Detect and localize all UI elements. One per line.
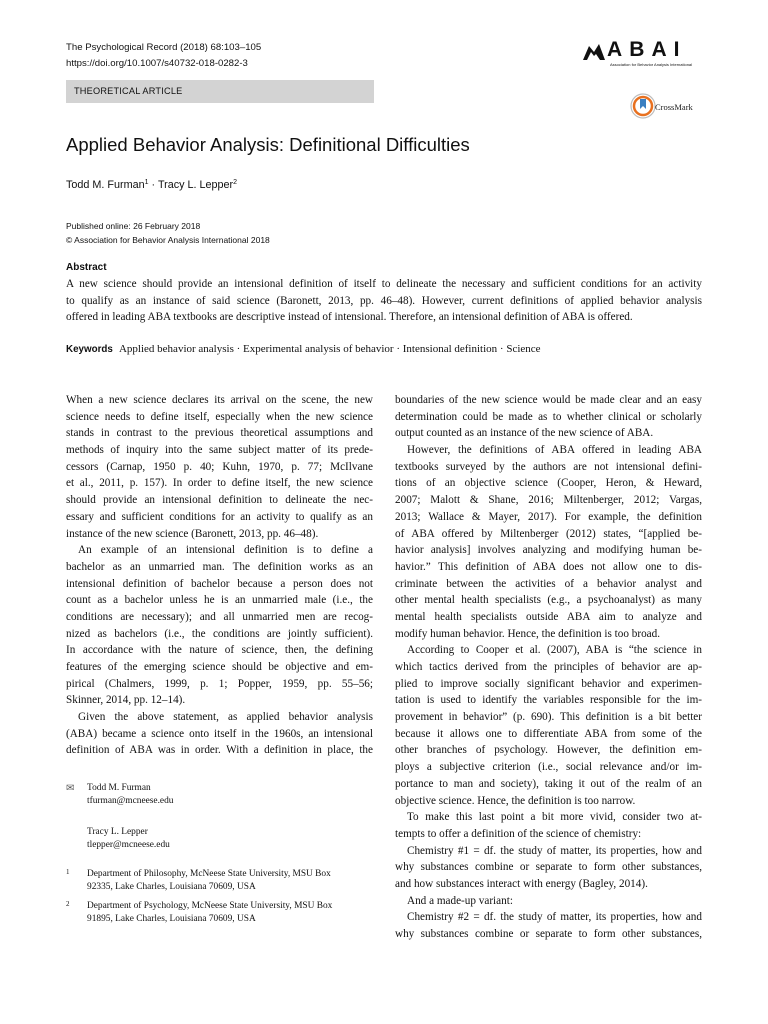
body-line: instance of the new science (Baronett, 2013, pp. 46–48).: [66, 527, 319, 540]
crossmark-icon: [630, 93, 656, 119]
author-name[interactable]: Todd M. Furman: [66, 179, 145, 191]
body-line: tempts to offer a definition of the science of chemistry:: [395, 827, 642, 840]
body-line: output counted as an instance of the new science of ABA.: [395, 427, 654, 440]
body-line: An example of an intensional definition is to define a: [78, 544, 373, 557]
body-line: modify human behavior. Hence, the definition is too broad.: [395, 627, 661, 640]
body-line: science needs to define itself, especially when the new science: [66, 410, 373, 423]
body-line: cessors (Carnap, 1950 p. 40; Kuhn, 1970, p. 77; McIlvane: [66, 460, 373, 473]
publication-info: [66, 220, 270, 247]
body-line: nized as bachelors (i.e., the conditions are jointly sufficient).: [66, 627, 373, 640]
body-line: features of the emerging science should be objective and em-: [66, 661, 373, 673]
body-column-right: [395, 392, 702, 943]
abstract-heading: Abstract: [66, 262, 107, 273]
abai-logo-subtext: Association for Behavior Analysis International: [610, 62, 693, 67]
body-line: essary and sufficient conditions for an activity to qualify as an: [66, 510, 373, 523]
abai-logo-text: A B A I: [607, 38, 681, 61]
journal-info: [66, 40, 261, 71]
body-line: other mental health specialists (e.g., a psychoanalyst) as many: [395, 594, 702, 607]
body-line: provement in behavior” (p. 690). This definition is a bit better: [395, 711, 702, 724]
body-line: definition of ABA was in order. With a definition in place, the: [66, 744, 373, 757]
body-line: 2013; Wallace & Mayer, 2017). For example, the definition: [395, 510, 702, 523]
body-line: objective science. Hence, the definition is too narrow.: [395, 794, 636, 807]
body-line: tation is used to identify the variables responsible for the im-: [395, 694, 702, 707]
abai-mark-icon: [583, 42, 605, 60]
body-line: ploys a subjective criterion (i.e., social relevance and/or im-: [395, 761, 702, 774]
abstract-line: A new science should provide an intensional definition of itself to delineate the necessary and sufficient conditions for an activity: [66, 278, 702, 290]
article-type-banner: THEORETICAL ARTICLE: [66, 80, 374, 103]
body-line: count as a bachelor unless he is an unmarried male (i.e., the: [66, 594, 373, 607]
published-date: Published online: 26 February 2018: [66, 221, 201, 231]
body-line: bachelor as an unmarried man. The definition works as an: [66, 560, 373, 573]
body-line: Chemistry #2 = df. the study of matter, its properties, how and: [407, 911, 702, 924]
body-line: And a made-up variant:: [407, 894, 513, 907]
crossmark-label: CrossMark: [655, 102, 693, 112]
body-line: (ABA) became a science onto itself in the 1960s, an intensional: [66, 727, 373, 740]
body-line: methods of inquiry into the same subject matter of its prede-: [66, 444, 373, 457]
body-line: According to Cooper et al. (2007), ABA is “the science in: [407, 644, 702, 657]
body-line: of ABA offered by Miltenberger (2012) states, “[applied be-: [395, 527, 702, 540]
body-line: Given the above statement, as applied behavior analysis: [78, 711, 373, 724]
body-line: 2007; Malott & Shane, 2016; Miltenberger, 2012; Vargas,: [395, 494, 702, 507]
corresponding-contact: [87, 826, 170, 853]
envelope-icon: ✉: [66, 783, 75, 794]
keywords: [66, 343, 541, 355]
author-affiliation-marker: 1: [144, 179, 149, 186]
body-line: Chemistry #1 = df. the study of matter, its properties, how and: [407, 844, 702, 857]
body-line: plied to improve socially significant behavior and experimen-: [395, 677, 702, 690]
body-line: should provide an intensional definition to delineate the nec-: [66, 494, 373, 507]
abstract-line: to qualify as an instance of said science (Baronett, 2013, pp. 46–48). However, current definitions of applied behavior analysis: [66, 294, 702, 307]
body-line: and how substances interact with energy (Bagley, 2014).: [395, 877, 648, 890]
abstract-line: offered in leading ABA textbooks are descriptive instead of intensional. Therefore, an intensional definition of ABA is offered.: [66, 311, 633, 324]
author-list: [66, 179, 237, 191]
body-line: intensional definition of bachelor because a person does not: [66, 577, 373, 590]
affiliation-line: 91895, Lake Charles, Louisiana 70609, USA: [87, 914, 256, 925]
body-line: because it allows one to differentiate ABA from some of the: [395, 727, 702, 740]
affiliation-number: 1: [66, 868, 70, 876]
body-line: why substances combine or separate to form other substances,: [395, 928, 702, 940]
affiliation-line: 92335, Lake Charles, Louisiana 70609, USA: [87, 882, 256, 893]
body-line: pirical (Chalmers, 1999, p. 1; Popper, 1959, pp. 55–56;: [66, 677, 373, 690]
abai-logo: [583, 38, 709, 70]
contact-name: Todd M. Furman: [87, 783, 151, 793]
body-line: However, the definitions of ABA offered in leading ABA: [407, 444, 702, 457]
contact-name: Tracy L. Lepper: [87, 827, 148, 837]
article-title: Applied Behavior Analysis: Definitional Difficulties: [66, 134, 470, 155]
body-line: Skinner, 2014, pp. 12–14).: [66, 694, 186, 707]
body-line: conditions are necessary); and all unmarried men are recog-: [66, 610, 373, 623]
body-line: why substances combine or separate to form other substances,: [395, 861, 702, 874]
body-line: determination could be made as to whether clinical or scholarly: [395, 410, 702, 423]
body-line: To make this last point a bit more vivid, consider two at-: [407, 811, 702, 824]
body-line: portance to man and society), taking it out of the realm of an: [395, 777, 702, 790]
corresponding-contact: [87, 782, 173, 809]
body-line: In accordance with the nature of science, then, the defining: [66, 644, 373, 657]
affiliation-number: 2: [66, 900, 70, 908]
doi-link[interactable]: https://doi.org/10.1007/s40732-018-0282-3: [66, 57, 248, 69]
crossmark-badge[interactable]: [630, 93, 710, 121]
body-line: criminate between the activities of a behavior analyst and: [395, 577, 702, 590]
body-column-left: [66, 392, 373, 759]
body-line: When a new science declares its arrival on the scene, the new: [66, 394, 373, 406]
body-line: tions of an objective science (Cooper, Heron, & Heward,: [395, 477, 702, 490]
body-line: textbooks surveyed by the authors are not intensional defini-: [395, 460, 702, 473]
body-line: et al., 2011, p. 157). In order to define itself, the new science: [66, 477, 373, 490]
affiliation-line: Department of Philosophy, McNeese State University, MSU Box: [87, 869, 331, 879]
body-line: havior.” This definition of ABA does not allow one to dis-: [395, 560, 702, 573]
author-affiliation-marker: 2: [233, 179, 238, 186]
body-line: mental health specialists outside ABA aim to analyze and: [395, 610, 702, 623]
contact-email[interactable]: tfurman@mcneese.edu: [87, 796, 174, 807]
journal-citation: The Psychological Record (2018) 68:103–105: [66, 42, 262, 53]
body-line: havior analysis] involves analyzing and modifying human be-: [395, 544, 702, 557]
body-line: other branches of psychology. However, the definition em-: [395, 744, 702, 757]
affiliation-line: Department of Psychology, McNeese State University, MSU Box: [87, 901, 333, 911]
body-line: stands in contrast to the previous theoretical assumptions and: [66, 427, 373, 440]
body-line: which tactics derived from the principles of behavior are ap-: [395, 661, 702, 673]
contact-email[interactable]: tlepper@mcneese.edu: [87, 840, 170, 851]
body-line: boundaries of the new science would be made clear and an easy: [395, 394, 702, 406]
author-name[interactable]: Tracy L. Lepper: [157, 179, 234, 191]
keywords-list: Applied behavior analysis · Experimental analysis of behavior · Intensional definition · Science: [118, 343, 541, 355]
author-separator: ·: [151, 179, 156, 191]
copyright-notice: © Association for Behavior Analysis International 2018: [66, 234, 270, 245]
abstract-text: [66, 276, 702, 326]
keywords-heading: Keywords: [66, 344, 113, 355]
